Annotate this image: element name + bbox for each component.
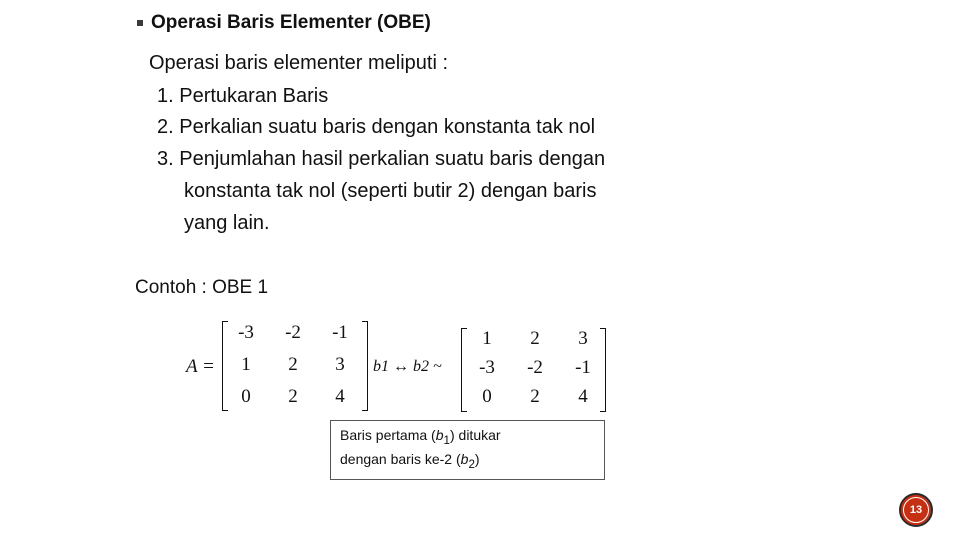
slide-heading	[137, 12, 431, 34]
matrix-cell: 0	[482, 386, 492, 407]
matrix-cell: -3	[238, 322, 254, 343]
intro-text: Operasi baris elementer meliputi :	[149, 52, 449, 74]
note-line-2: dengan baris ke-2 $(b_2)$	[340, 450, 480, 471]
matrix-cell: 4	[578, 386, 588, 407]
matrix-cell: 4	[335, 386, 345, 407]
bullet-icon	[137, 20, 143, 26]
matrix-cell: -1	[575, 357, 591, 378]
matrix-cell: -2	[285, 322, 301, 343]
matrix-cell: 1	[482, 328, 492, 349]
matrix-cell: 3	[335, 354, 345, 375]
matrix-result-right-bracket	[600, 328, 606, 412]
matrix-cell: 2	[288, 354, 298, 375]
matrix-cell: 1	[241, 354, 251, 375]
matrix-result-left-bracket	[461, 328, 467, 412]
page-number: 13	[903, 497, 929, 523]
list-item-continuation: konstanta tak nol (seperti butir 2) dengan baris	[184, 180, 597, 202]
matrix-cell: 2	[288, 386, 298, 407]
list-item: 3. Penjumlahan hasil perkalian suatu baris dengan	[157, 148, 606, 170]
list-item: 2. Perkalian suatu baris dengan konstanta tak nol	[157, 116, 596, 138]
matrix-cell: 2	[530, 328, 540, 349]
matrix-cell: -1	[332, 322, 348, 343]
note-box	[330, 420, 605, 480]
note-line-1: Baris pertama $(b_1)$ ditukar	[340, 427, 501, 447]
matrix-cell: 2	[530, 386, 540, 407]
heading-text: Operasi Baris Elementer (OBE)	[151, 12, 431, 33]
example-title: Contoh : OBE 1	[135, 277, 269, 298]
matrix-equation	[180, 318, 620, 418]
page-number-badge	[899, 493, 933, 527]
list-item: 1. Pertukaran Baris	[157, 85, 329, 107]
matrix-cell: -2	[527, 357, 543, 378]
matrix-label: A =	[186, 356, 215, 377]
matrix-cell: -3	[479, 357, 495, 378]
matrix-cell: 0	[241, 386, 251, 407]
matrix-a-left-bracket	[222, 321, 228, 411]
row-swap-operation: b1 ↔ b2 ~	[373, 358, 442, 375]
list-item-continuation: yang lain.	[184, 212, 270, 234]
matrix-a-right-bracket	[362, 321, 368, 411]
matrix-cell: 3	[578, 328, 588, 349]
